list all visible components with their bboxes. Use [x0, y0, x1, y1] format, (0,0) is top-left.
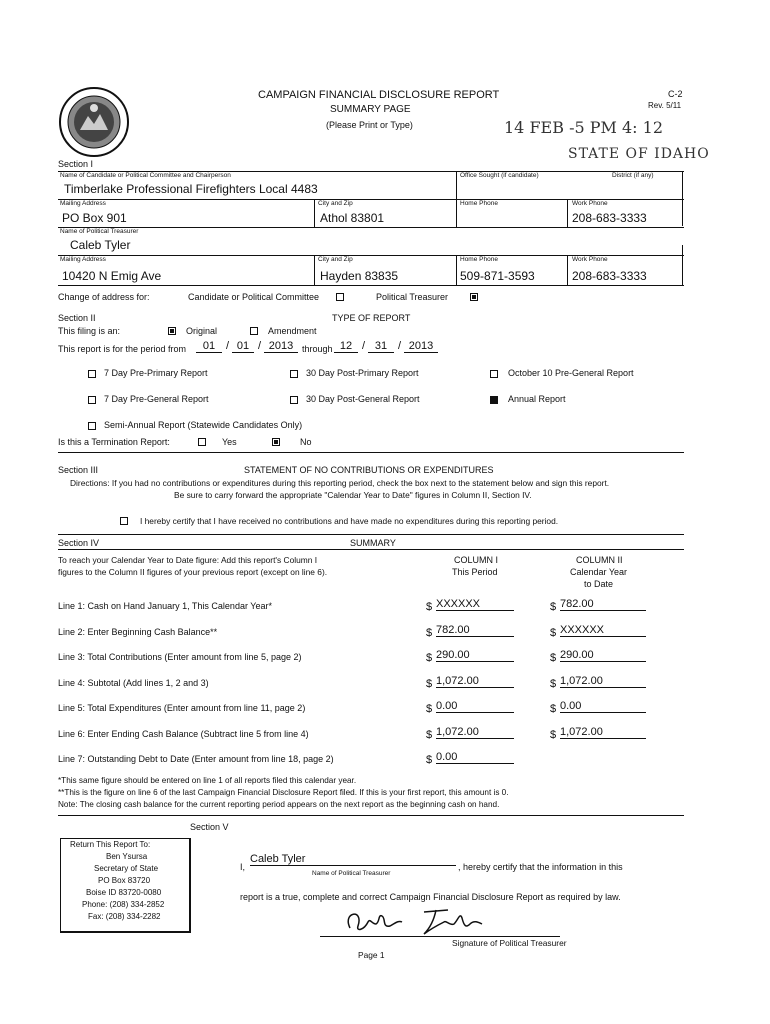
- return-phone: Phone: (208) 334-2852: [82, 900, 165, 909]
- termination-label: Is this a Termination Report:: [58, 437, 170, 447]
- signature-scribble-icon: [320, 902, 560, 936]
- return-label: Return This Report To:: [70, 840, 151, 849]
- column2-amount[interactable]: 0.00: [560, 700, 646, 713]
- section3-directions-2: Be sure to carry forward the appropriate "Calendar Year to Date" figures in Column II, Section IV.: [174, 490, 532, 500]
- treasurer-city-field[interactable]: Hayden 83835: [320, 269, 399, 283]
- section5-label: Section V: [190, 822, 229, 832]
- report-option-checkbox-pre-general[interactable]: [88, 396, 96, 404]
- district-caption: District (if any): [612, 172, 654, 179]
- amendment-label: Amendment: [268, 326, 317, 336]
- original-label: Original: [186, 326, 218, 336]
- column1-amount[interactable]: 0.00: [436, 700, 514, 713]
- treasurer-name-field[interactable]: Caleb Tyler: [70, 238, 131, 252]
- form-title: CAMPAIGN FINANCIAL DISCLOSURE REPORT: [258, 89, 500, 101]
- treasurer-name-caption: Name of Political Treasurer: [60, 228, 139, 235]
- column1-dollar-sign: $: [426, 754, 433, 766]
- period-through-label: through: [302, 344, 333, 354]
- column2-subtitle-1: Calendar Year: [570, 567, 628, 577]
- termination-yes-checkbox[interactable]: [198, 438, 206, 446]
- column2-dollar-sign: $: [550, 652, 557, 664]
- report-option-label-semi-annual: Semi-Annual Report (Statewide Candidates Only): [104, 420, 303, 430]
- city-zip-caption: City and Zip: [318, 200, 353, 207]
- certify-i-label: I,: [240, 862, 246, 872]
- treasurer-work-phone-caption: Work Phone: [572, 256, 608, 263]
- column2-dollar-sign: $: [550, 703, 557, 715]
- summary-intro-2: figures to the Column II figures of your previous report (except on line 6).: [58, 567, 328, 577]
- certify-name-caption: Name of Political Treasurer: [312, 870, 391, 877]
- column1-dollar-sign: $: [426, 627, 433, 639]
- return-city: Boise ID 83720-0080: [86, 888, 162, 897]
- mailing-address-field[interactable]: PO Box 901: [62, 211, 127, 225]
- return-name: Ben Ysursa: [106, 852, 148, 861]
- mailing-address-caption: Mailing Address: [60, 200, 106, 207]
- committee-name-caption: Name of Candidate or Political Committee and Chairperson: [60, 172, 231, 179]
- column1-title: COLUMN I: [454, 555, 499, 565]
- amendment-checkbox[interactable]: [250, 327, 258, 335]
- column1-dollar-sign: $: [426, 652, 433, 664]
- period-from-year[interactable]: 2013: [264, 340, 298, 353]
- period-label: This report is for the period from: [58, 344, 187, 354]
- report-option-label-pre-general: 7 Day Pre-General Report: [104, 394, 209, 404]
- column1-amount[interactable]: 0.00: [436, 751, 514, 764]
- summary-line-label: Line 2: Enter Beginning Cash Balance**: [58, 627, 218, 637]
- column1-amount[interactable]: 1,072.00: [436, 726, 514, 739]
- period-from-month[interactable]: 01: [196, 340, 222, 353]
- report-option-label-post-primary: 30 Day Post-Primary Report: [306, 368, 419, 378]
- signature-caption: Signature of Political Treasurer: [452, 938, 567, 948]
- summary-line-label: Line 6: Enter Ending Cash Balance (Subtract line 5 from line 4): [58, 729, 309, 739]
- change-treasurer-label: Political Treasurer: [376, 292, 449, 302]
- office-sought-caption: Office Sought (if candidate): [460, 172, 539, 179]
- footnote-2: **This is the figure on line 6 of the last Campaign Financial Disclosure Report filed. If this is your first report, this amount is 0.: [58, 788, 509, 797]
- report-option-checkbox-annual[interactable]: [490, 396, 498, 404]
- column2-dollar-sign: $: [550, 678, 557, 690]
- report-option-checkbox-post-primary[interactable]: [290, 370, 298, 378]
- return-fax: Fax: (208) 334-2282: [88, 912, 161, 921]
- work-phone-field[interactable]: 208-683-3333: [572, 211, 647, 225]
- column1-dollar-sign: $: [426, 703, 433, 715]
- summary-line-label: Line 3: Total Contributions (Enter amount from line 5, page 2): [58, 652, 302, 662]
- termination-no-checkbox[interactable]: [272, 438, 280, 446]
- certify-text-1: , hereby certify that the information in this: [458, 862, 623, 872]
- form-subtitle: SUMMARY PAGE: [330, 104, 411, 115]
- no-contributions-heading: STATEMENT OF NO CONTRIBUTIONS OR EXPENDITURES: [244, 465, 494, 475]
- home-phone-caption: Home Phone: [460, 200, 498, 207]
- report-option-label-post-general: 30 Day Post-General Report: [306, 394, 420, 404]
- summary-line-label: Line 5: Total Expenditures (Enter amount from line 11, page 2): [58, 703, 306, 713]
- report-option-checkbox-pre-primary[interactable]: [88, 370, 96, 378]
- column1-dollar-sign: $: [426, 678, 433, 690]
- period-from-day[interactable]: 01: [232, 340, 254, 353]
- no-contributions-checkbox[interactable]: [120, 517, 128, 525]
- type-of-report-heading: TYPE OF REPORT: [332, 313, 411, 323]
- received-stamp-office: STATE OF IDAHO: [568, 146, 710, 162]
- period-to-year[interactable]: 2013: [404, 340, 438, 353]
- section2-label: Section II: [58, 313, 96, 323]
- report-option-label-october: October 10 Pre-General Report: [508, 368, 634, 378]
- column1-subtitle: This Period: [452, 567, 498, 577]
- footnote-1: *This same figure should be entered on line 1 of all reports filed this calendar year.: [58, 776, 357, 785]
- treasurer-home-phone-field[interactable]: 509-871-3593: [460, 269, 535, 283]
- treasurer-mailing-field[interactable]: 10420 N Emig Ave: [62, 269, 162, 283]
- report-option-checkbox-semi-annual[interactable]: [88, 422, 96, 430]
- column1-amount[interactable]: 290.00: [436, 649, 514, 662]
- page-number: Page 1: [358, 950, 385, 960]
- column2-amount[interactable]: 782.00: [560, 598, 646, 611]
- report-option-label-pre-primary: 7 Day Pre-Primary Report: [104, 368, 208, 378]
- change-treasurer-checkbox[interactable]: [470, 293, 478, 301]
- original-checkbox[interactable]: [168, 327, 176, 335]
- column1-dollar-sign: $: [426, 729, 433, 741]
- certify-text-2: report is a true, complete and correct Campaign Financial Disclosure Report as required by law.: [240, 892, 621, 902]
- change-candidate-checkbox[interactable]: [336, 293, 344, 301]
- termination-no-label: No: [300, 437, 312, 447]
- column2-amount[interactable]: XXXXXX: [560, 624, 646, 637]
- return-po-box: PO Box 83720: [98, 876, 151, 885]
- treasurer-mailing-caption: Mailing Address: [60, 256, 106, 263]
- change-address-label: Change of address for:: [58, 292, 150, 302]
- treasurer-home-phone-caption: Home Phone: [460, 256, 498, 263]
- filing-type-label: This filing is an:: [58, 326, 121, 336]
- column2-dollar-sign: $: [550, 729, 557, 741]
- report-option-checkbox-post-general[interactable]: [290, 396, 298, 404]
- section3-label: Section III: [58, 465, 99, 475]
- column2-title: COLUMN II: [576, 555, 623, 565]
- column2-subtitle-2: to Date: [584, 579, 614, 589]
- column2-amount[interactable]: 1,072.00: [560, 675, 646, 688]
- column1-dollar-sign: $: [426, 601, 433, 613]
- treasurer-city-caption: City and Zip: [318, 256, 353, 263]
- column2-dollar-sign: $: [550, 627, 557, 639]
- section1-label: Section I: [58, 159, 94, 169]
- work-phone-caption: Work Phone: [572, 200, 608, 207]
- form-id: C-2: [668, 89, 683, 99]
- summary-line-label: Line 7: Outstanding Debt to Date (Enter amount from line 18, page 2): [58, 754, 334, 764]
- summary-line-label: Line 4: Subtotal (Add lines 1, 2 and 3): [58, 678, 209, 688]
- column2-amount[interactable]: 290.00: [560, 649, 646, 662]
- return-title: Secretary of State: [94, 864, 159, 873]
- treasurer-signature[interactable]: [320, 902, 560, 937]
- received-stamp-date: 14 FEB -5 PM 4: 12: [504, 118, 663, 137]
- report-option-checkbox-october[interactable]: [490, 370, 498, 378]
- period-to-day[interactable]: 31: [368, 340, 394, 353]
- column2-amount[interactable]: 1,072.00: [560, 726, 646, 739]
- city-zip-field[interactable]: Athol 83801: [320, 211, 385, 225]
- section3-directions-1: Directions: If you had no contributions or expenditures during this reporting period, check the box next to the statement below and sign this report.: [70, 478, 610, 488]
- form-revision: Rev. 5/11: [648, 101, 682, 110]
- column1-amount[interactable]: XXXXXX: [436, 598, 514, 611]
- certify-treasurer-name-field[interactable]: Caleb Tyler: [250, 853, 456, 866]
- column1-amount[interactable]: 1,072.00: [436, 675, 514, 688]
- summary-heading: SUMMARY: [350, 538, 396, 548]
- treasurer-work-phone-field[interactable]: 208-683-3333: [572, 269, 647, 283]
- form-instruction: (Please Print or Type): [326, 120, 413, 130]
- footnote-3: Note: The closing cash balance for the current reporting period appears on the next report as the beginning cash on hand.: [58, 800, 500, 809]
- report-option-label-annual: Annual Report: [508, 394, 566, 404]
- period-to-month[interactable]: 12: [334, 340, 358, 353]
- column1-amount[interactable]: 782.00: [436, 624, 514, 637]
- committee-name-field[interactable]: Timberlake Professional Firefighters Local 4483: [64, 182, 318, 196]
- no-contributions-statement: I hereby certify that I have received no contributions and have made no expenditures during this reporting period.: [140, 516, 559, 526]
- column2-dollar-sign: $: [550, 601, 557, 613]
- summary-intro-1: To reach your Calendar Year to Date figure: Add this report's Column I: [58, 555, 318, 565]
- termination-yes-label: Yes: [222, 437, 237, 447]
- summary-line-label: Line 1: Cash on Hand January 1, This Calendar Year*: [58, 601, 272, 611]
- change-candidate-label: Candidate or Political Committee: [188, 292, 320, 302]
- section4-label: Section IV: [58, 538, 100, 548]
- state-seal-icon: [58, 86, 130, 158]
